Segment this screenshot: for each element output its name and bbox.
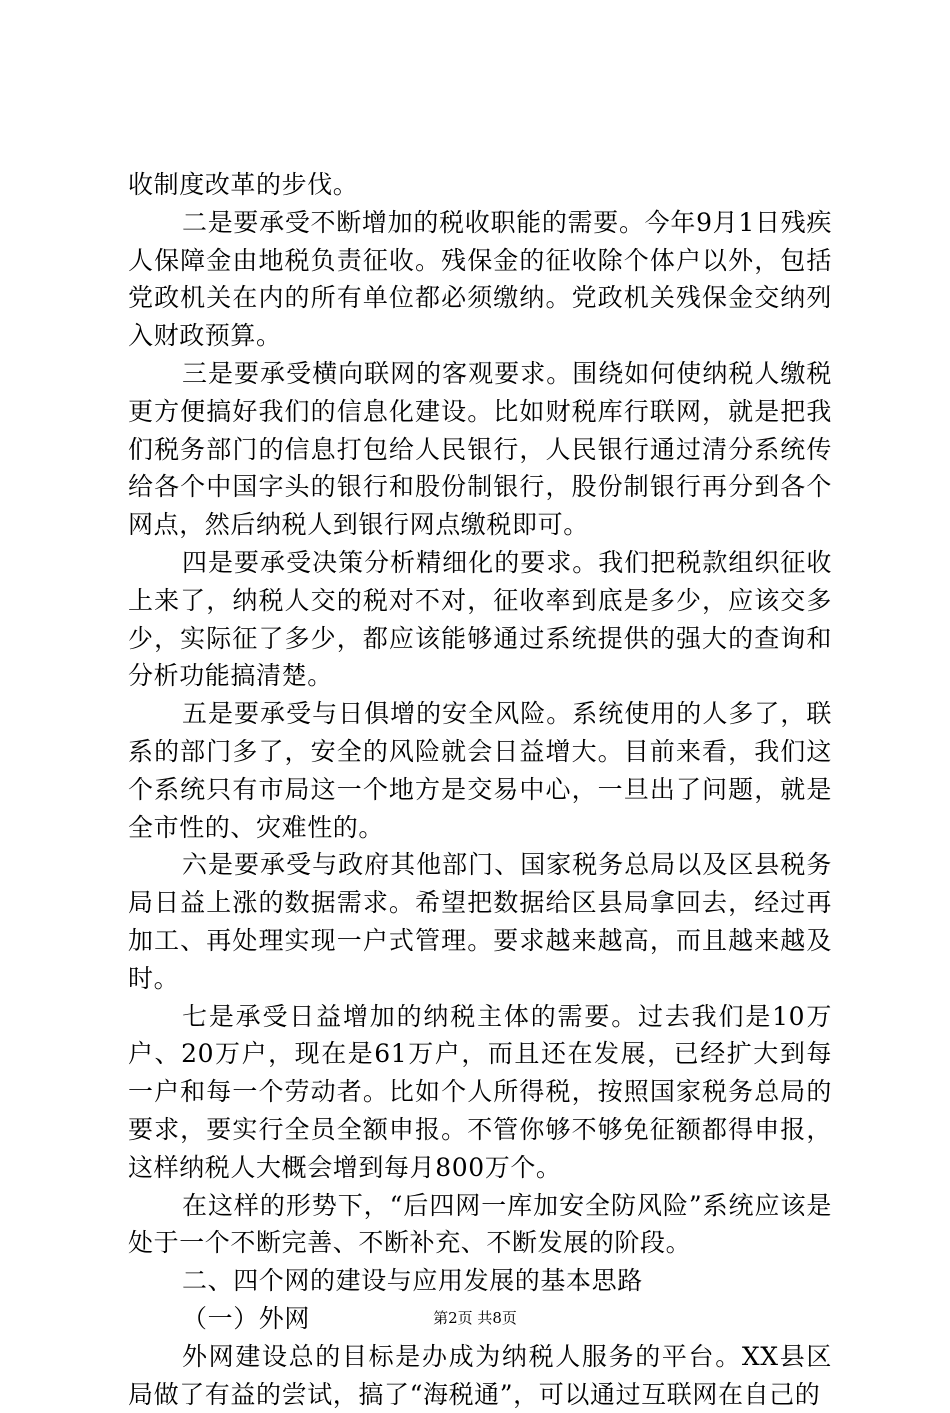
subsection-heading: （一）外网	[182, 1303, 311, 1333]
paragraph-2: 二是要承受不断增加的税收职能的需要。今年9月1日残疾人保障金由地税负责征收。残保金的征收除个体户以外，包括党政机关在内的所有单位都必须缴纳。党政机关残保金交纳列入财政预算。	[128, 207, 832, 351]
section-heading: 二、四个网的建设与应用发展的基本思路	[182, 1266, 643, 1296]
paragraph-3: 三是要承受横向联网的客观要求。围绕如何使纳税人缴税更方便搞好我们的信息化建设。比如财税库行联网，就是把我们税务部门的信息打包给人民银行，人民银行通过清分系统传给各个中国字头的银行和股份制银行，股份制银行再分到各个网点，然后纳税人到银行网点缴税即可。	[128, 358, 832, 540]
paragraph-1: 收制度改革的步伐。	[128, 170, 359, 199]
paragraph-5: 五是要承受与日俱增的安全风险。系统使用的人多了，联系的部门多了，安全的风险就会日益增大。目前来看，我们这个系统只有市局这一个地方是交易中心，一旦出了问题，就是全市性的、灾难性的。	[128, 699, 832, 842]
paragraph-7: 七是承受日益增加的纳税主体的需要。过去我们是10万户、20万户，现在是61万户，而且还在发展，已经扩大到每一户和每一个劳动者。比如个人所得税，按照国家税务总局的要求，要实行全员全额申报。不管你够不够免征额都得申报，这样纳税人大概会增到每月800万个。	[128, 1001, 832, 1182]
paragraph-6: 六是要承受与政府其他部门、国家税务总局以及区县税务局日益上涨的数据需求。希望把数据给区县局拿回去，经过再加工、再处理实现一户式管理。要求越来越高，而且越来越及时。	[128, 850, 832, 993]
paragraph-8: 在这样的形势下，“后四网一库加安全防风险”系统应该是处于一个不断完善、不断补充、不断发展的阶段。	[128, 1190, 832, 1258]
paragraph-4: 四是要承受决策分析精细化的要求。我们把税款组织征收上来了，纳税人交的税对不对，征收率到底是多少，应该交多少，实际征了多少，都应该能够通过系统提供的强大的查询和分析功能搞清楚。	[128, 547, 832, 691]
page-number-footer: 第2页 共8页	[433, 1309, 517, 1327]
document-body	[128, 166, 832, 1413]
paragraph-9: 外网建设总的目标是办成为纳税人服务的平台。XX县区局做了有益的尝试，搞了“海税通”，可以通过互联网在自己的	[128, 1341, 832, 1409]
